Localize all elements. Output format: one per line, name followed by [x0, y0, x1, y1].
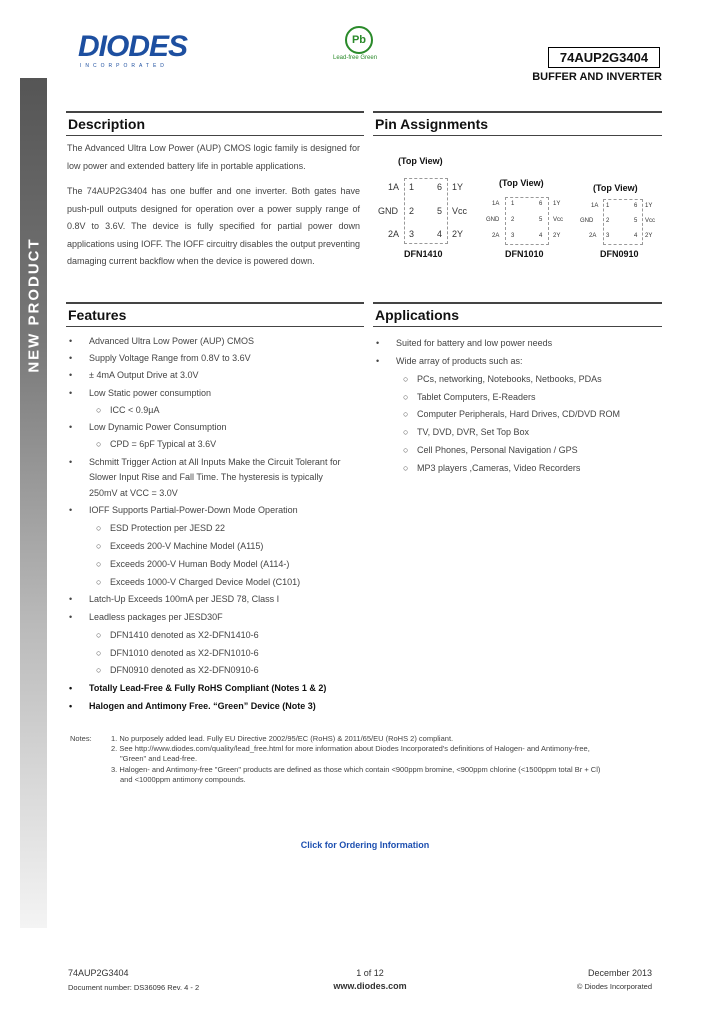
application-item — [403, 392, 536, 402]
feature-text: IOFF Supports Partial-Power-Down Mode Operation — [89, 505, 298, 515]
feature-text: Exceeds 2000-V Human Body Model (A114-) — [110, 559, 290, 569]
pin-num: 2 — [606, 218, 610, 224]
feature-item — [69, 388, 212, 398]
feature-text: Slower Input Rise and Fall Time. The hysteresis is typically — [89, 472, 323, 482]
pin-2y: 2Y — [553, 233, 561, 239]
feature-text: Totally Lead-Free & Fully RoHS Compliant (Notes 1 & 2) — [89, 683, 327, 693]
feature-text: Supply Voltage Range from 0.8V to 3.6V — [89, 353, 251, 363]
application-item — [376, 338, 553, 348]
pin-num: 5 — [437, 206, 443, 216]
feature-text: ICC < 0.9µA — [110, 405, 160, 415]
note-2-cont: "Green" and Lead-free. — [120, 754, 198, 763]
pin-num: 1 — [511, 201, 515, 207]
application-text: Wide array of products such as: — [396, 356, 523, 366]
diodes-logo: DIODES — [78, 30, 188, 63]
application-item — [403, 463, 581, 473]
application-text: MP3 players ,Cameras, Video Recorders — [417, 463, 581, 473]
bullet-icon: ○ — [96, 523, 102, 533]
pin-vcc: Vcc — [645, 218, 656, 224]
application-text: Tablet Computers, E-Readers — [417, 392, 536, 402]
bullet-icon: ○ — [403, 427, 409, 437]
pin-2a: 2A — [388, 229, 400, 239]
dfn1010-label: DFN1010 — [505, 249, 544, 259]
pin-num: 6 — [634, 203, 638, 209]
application-text: Cell Phones, Personal Navigation / GPS — [417, 445, 578, 455]
description-para-1: The Advanced Ultra Low Power (AUP) CMOS logic family is designed for low power and extended battery life in portable applications. — [67, 143, 360, 171]
feature-item — [96, 405, 160, 415]
bullet-icon: ○ — [96, 541, 102, 551]
feature-text: DFN1010 denoted as X2-DFN1010-6 — [110, 648, 259, 658]
pin-vcc: Vcc — [452, 206, 468, 216]
feature-text: Halogen and Antimony Free. “Green” Device (Note 3) — [89, 701, 316, 711]
pin-vcc: Vcc — [553, 217, 564, 223]
pin-assignments-heading: Pin Assignments — [373, 113, 662, 136]
feature-item — [96, 648, 259, 658]
bullet-icon: • — [69, 612, 73, 622]
feature-item — [69, 353, 251, 363]
feature-text: Exceeds 200-V Machine Model (A115) — [110, 541, 264, 551]
new-product-banner: NEW PRODUCT — [25, 237, 42, 373]
application-item — [403, 374, 602, 384]
bullet-icon: • — [376, 338, 380, 348]
feature-item — [96, 630, 259, 640]
feature-item — [69, 683, 327, 693]
footer-date: December 2013 — [587, 968, 652, 978]
top-view-label-1: (Top View) — [398, 156, 443, 166]
part-number-box: 74AUP2G3404 — [548, 47, 660, 68]
pin-num: 4 — [539, 233, 543, 239]
feature-text: DFN0910 denoted as X2-DFN0910-6 — [110, 665, 259, 675]
bullet-icon: ○ — [96, 630, 102, 640]
lead-free-icon: Pb — [345, 26, 373, 54]
dfn0910-label: DFN0910 — [600, 249, 639, 259]
feature-item — [96, 665, 259, 675]
application-text: TV, DVD, DVR, Set Top Box — [417, 427, 530, 437]
feature-text: 250mV at VCC = 3.0V — [89, 488, 178, 498]
bullet-icon: ○ — [403, 392, 409, 402]
application-text: PCs, networking, Notebooks, Netbooks, PDAs — [417, 374, 602, 384]
footer-page: 1 of 12 — [356, 968, 384, 978]
ordering-info-link[interactable]: Click for Ordering Information — [300, 840, 430, 850]
pin-2y: 2Y — [645, 233, 653, 239]
feature-item — [89, 472, 323, 482]
feature-text: ± 4mA Output Drive at 3.0V — [89, 370, 199, 380]
pin-1y: 1Y — [553, 201, 561, 207]
pin-gnd: GND — [378, 206, 398, 216]
feature-item — [69, 422, 227, 432]
dfn1410-label: DFN1410 — [404, 249, 443, 259]
pin-num: 3 — [606, 233, 610, 239]
feature-text: Schmitt Trigger Action at All Inputs Make the Circuit Tolerant for — [89, 457, 341, 467]
pin-num: 1 — [606, 203, 610, 209]
bullet-icon: ○ — [96, 405, 102, 415]
pin-1a: 1A — [388, 182, 400, 192]
application-item — [403, 445, 578, 455]
feature-text: ESD Protection per JESD 22 — [110, 523, 226, 533]
pin-gnd: GND — [580, 218, 594, 224]
pin-num: 6 — [539, 201, 543, 207]
pin-num: 5 — [634, 218, 638, 224]
description-heading: Description — [66, 113, 364, 136]
bullet-icon: • — [376, 356, 380, 366]
feature-item — [96, 523, 226, 533]
note-3: 3. Halogen- and Antimony-free "Green" products are defined as those which contain <900ppm bromine, <900ppm chlorine (<1500ppm total Br + Cl) — [111, 765, 601, 774]
bullet-icon: • — [69, 457, 73, 467]
pin-num: 4 — [437, 229, 443, 239]
bullet-icon: • — [69, 353, 73, 363]
pin-gnd: GND — [486, 217, 500, 223]
pin-1a: 1A — [591, 203, 599, 209]
bullet-icon: • — [69, 594, 73, 604]
bullet-icon: ○ — [403, 445, 409, 455]
pin-2y: 2Y — [452, 229, 464, 239]
pin-1a: 1A — [492, 201, 500, 207]
note-2: 2. See http://www.diodes.com/quality/lead_free.html for more information about Diodes Incorporated's definitions of Halogen- and Antimony-free, — [111, 744, 590, 753]
application-item — [376, 356, 523, 366]
bullet-icon: ○ — [96, 577, 102, 587]
bullet-icon: ○ — [96, 439, 102, 449]
pin-2a: 2A — [589, 233, 597, 239]
bullet-icon: • — [69, 683, 73, 693]
feature-item — [69, 457, 341, 467]
pin-num: 4 — [634, 233, 638, 239]
features-heading: Features — [66, 304, 364, 327]
notes-label: Notes: — [70, 734, 92, 743]
application-text: Computer Peripherals, Hard Drives, CD/DVD ROM — [417, 409, 621, 419]
top-view-label-3: (Top View) — [593, 183, 638, 193]
pin-1y: 1Y — [452, 182, 464, 192]
application-item — [403, 409, 621, 419]
feature-item — [69, 336, 255, 346]
subtitle: BUFFER AND INVERTER — [532, 71, 662, 83]
note-1: 1. No purposely added lead. Fully EU Directive 2002/95/EC (RoHS) & 2011/65/EU (RoHS 2) compliant. — [111, 734, 454, 743]
footer-copyright: © Diodes Incorporated — [576, 982, 652, 991]
bullet-icon: • — [69, 370, 73, 380]
diodes-logo-sub: INCORPORATED — [80, 63, 168, 69]
pin-1y: 1Y — [645, 203, 653, 209]
feature-item — [69, 505, 298, 515]
lead-free-caption: Lead-free Green — [333, 55, 378, 61]
bullet-icon: • — [69, 701, 73, 711]
pin-num: 2 — [409, 206, 415, 216]
feature-item — [89, 488, 178, 498]
description-para-2: The 74AUP2G3404 has one buffer and one inverter. Both gates have push-pull outputs designed for operation over a power supply range of 0.8V to 3.6V. The device is fully specified for partial power down applications using IOFF. The IOFF circuitry disables the output preventing damaging current backflow when the device is powered down. — [67, 186, 360, 266]
note-3-cont: and <1000ppm antimony compounds. — [120, 775, 246, 784]
feature-text: Low Static power consumption — [89, 388, 212, 398]
bullet-icon: • — [69, 336, 73, 346]
bullet-icon: • — [69, 422, 73, 432]
feature-text: DFN1410 denoted as X2-DFN1410-6 — [110, 630, 259, 640]
bullet-icon: • — [69, 505, 73, 515]
pin-num: 1 — [409, 182, 415, 192]
applications-heading: Applications — [373, 304, 662, 327]
feature-text: Low Dynamic Power Consumption — [89, 422, 227, 432]
bullet-icon: ○ — [96, 665, 102, 675]
pin-num: 2 — [511, 217, 515, 223]
feature-text: Leadless packages per JESD30F — [89, 612, 223, 622]
footer-part: 74AUP2G3404 — [68, 968, 129, 978]
footer-docnum: Document number: DS36096 Rev. 4 - 2 — [68, 983, 200, 992]
pin-num: 5 — [539, 217, 543, 223]
bullet-icon: • — [69, 388, 73, 398]
pin-num: 3 — [409, 229, 415, 239]
pin-2a: 2A — [492, 233, 500, 239]
feature-item — [69, 701, 316, 711]
feature-text: Advanced Ultra Low Power (AUP) CMOS — [89, 336, 255, 346]
bullet-icon: ○ — [403, 409, 409, 419]
feature-item — [69, 370, 199, 380]
bullet-icon: ○ — [96, 559, 102, 569]
feature-item — [96, 439, 217, 449]
pin-num: 6 — [437, 182, 443, 192]
pin-num: 3 — [511, 233, 515, 239]
feature-text: Exceeds 1000-V Charged Device Model (C101) — [110, 577, 301, 587]
application-item — [403, 427, 530, 437]
bullet-icon: ○ — [403, 374, 409, 384]
feature-item — [69, 594, 280, 604]
feature-text: CPD = 6pF Typical at 3.6V — [110, 439, 217, 449]
bullet-icon: ○ — [403, 463, 409, 473]
feature-item — [96, 541, 264, 551]
feature-text: Latch-Up Exceeds 100mA per JESD 78, Class I — [89, 594, 280, 604]
bullet-icon: ○ — [96, 648, 102, 658]
application-text: Suited for battery and low power needs — [396, 338, 553, 348]
footer-url[interactable]: www.diodes.com — [333, 981, 407, 991]
feature-item — [96, 577, 301, 587]
feature-item — [96, 559, 290, 569]
feature-item — [69, 612, 223, 622]
top-view-label-2: (Top View) — [499, 178, 544, 188]
